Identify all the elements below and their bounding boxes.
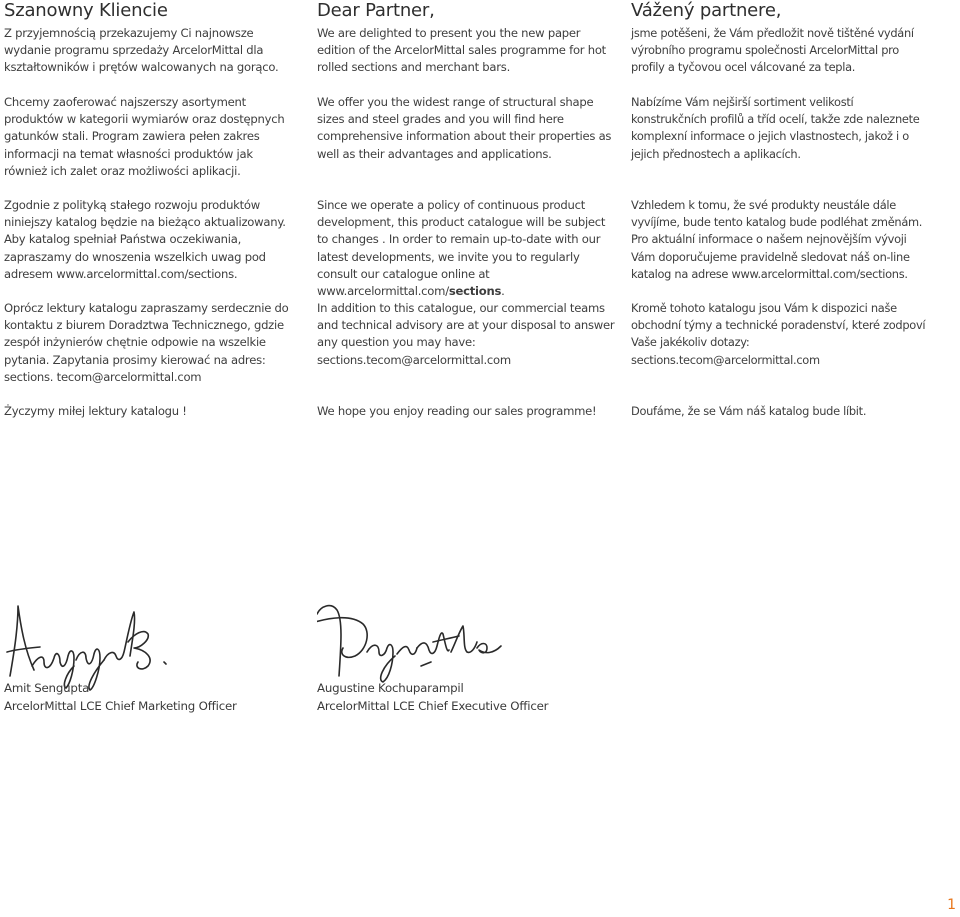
paragraph-english-contact: In addition to this catalogue, our commercial teams and technical advisory are at your disposal to answer any question you may have: sections.tecom@arcelormittal.com xyxy=(317,301,615,367)
paragraph-english-updates-end: . xyxy=(501,284,505,299)
paragraph-polish-contact: Oprócz lektury katalogu zapraszamy serdecznie do kontaktu z biurem Doradztwa Technicznego, gdzie zespół inżynierów chętnie odpowie na wszelkie pytania. Zapytania prosimy kierować na adres: sections. tecom@arcelormittal.com xyxy=(4,301,289,384)
signatory-title-kochuparampil: ArcelorMittal LCE Chief Executive Officer xyxy=(317,699,549,713)
handwritten-signature-sengupta xyxy=(4,598,194,693)
signatory-name-sengupta: Amit Sengupta xyxy=(4,681,90,695)
paragraph-czech-offer: Nabízíme Vám nejširší sortiment velikostí konstrukčních profilů a tříd ocelí, takže zde naleznete komplexní informace o jejich vlastnostech, jakož i o jejich přednostech a aplikacích. xyxy=(631,95,920,161)
sections-bold-text: sections xyxy=(448,284,502,299)
paragraph-czech-closing: Doufáme, že se Vám náš katalog bude líbit. xyxy=(631,404,867,418)
paragraph-english-updates-text: Since we operate a policy of continuous product development, this product catalogue will be subject to changes . In order to remain up-to-date with our latest developments, we invite you to regularly consult our catalogue online at www.arcelormittal.com/ xyxy=(317,198,606,299)
paragraph-english-updates xyxy=(317,197,617,300)
paragraph-english-intro: We are delighted to present you the new paper edition of the ArcelorMittal sales programme for hot rolled sections and merchant bars. xyxy=(317,26,606,75)
page-number: 1 xyxy=(947,897,956,913)
signatory-name-kochuparampil: Augustine Kochuparampil xyxy=(317,681,464,695)
signature-block-marketing xyxy=(4,598,237,713)
paragraph-polish-updates: Zgodnie z polityką stałego rozwoju produktów niniejszy katalog będzie na bieżąco aktualizowany. Aby katalog spełniał Państwa oczekiwania, zapraszamy do wnoszenia wszelkich uwag pod adresem www.arcelormittal.com/sections. xyxy=(4,198,286,281)
greeting-czech: Vážený partnere, xyxy=(631,0,782,21)
paragraph-english-offer: We offer you the widest range of structural shape sizes and steel grades and you will find here comprehensive information about their properties as well as their advantages and applications. xyxy=(317,95,612,161)
paragraph-polish-offer: Chcemy zaoferować najszerszy asortyment produktów w kategorii wymiarów oraz dostępnych gatunków stali. Program zawiera pełen zakres informacji na temat własności produktów jak również ich zalet oraz możliwości aplikacji. xyxy=(4,95,285,178)
paragraph-english-closing: We hope you enjoy reading our sales programme! xyxy=(317,404,597,418)
greeting-polish: Szanowny Kliencie xyxy=(4,0,168,21)
signatory-title-sengupta: ArcelorMittal LCE Chief Marketing Officer xyxy=(4,699,237,713)
paragraph-polish-intro: Z przyjemnością przekazujemy Ci najnowsze wydanie programu sprzedaży ArcelorMittal dla kształtowników i prętów walcowanych na gorąco. xyxy=(4,26,279,75)
handwritten-signature-kochuparampil xyxy=(317,596,507,686)
paragraph-czech-updates: Vzhledem k tomu, že své produkty neustále dále vyvíjíme, bude tento katalog bude podléhat změnám. Pro aktuální informace o našem nejnovějším vývoji Vám doporučujeme pravidelně sledovat náš on-line katalog na adrese www.arcelormittal.com/sections. xyxy=(631,198,923,281)
paragraph-polish-closing: Życzymy miłej lektury katalogu ! xyxy=(4,404,187,418)
paragraph-czech-intro: jsme potěšeni, že Vám předložit nově tištěné vydání výrobního programu společnosti ArcelorMittal pro profily a tyčovou ocel válcované za tepla. xyxy=(631,26,914,75)
signature-block-executive xyxy=(317,596,549,713)
greeting-english: Dear Partner, xyxy=(317,0,435,21)
paragraph-czech-contact: Kromě tohoto katalogu jsou Vám k dispozici naše obchodní týmy a technické poradenství, které zodpoví Vaše jakékoliv dotazy: sections.tecom@arcelormittal.com xyxy=(631,301,926,367)
